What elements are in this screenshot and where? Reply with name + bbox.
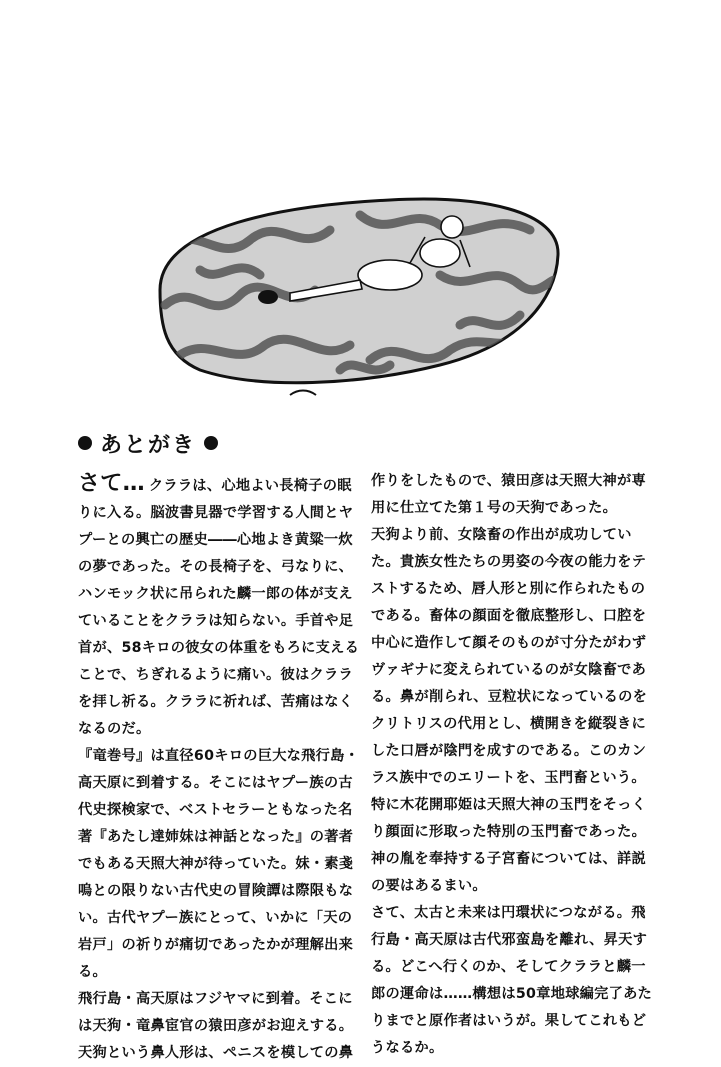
paragraph: 『竜巻号』は直径60キロの巨大な飛行島・高天原に到着する。そこにはヤプー族の古代史探検家で、ベストセラーともなった名著『あたし達姉妹は神話となった』の著者でもある天照大神が待っていた。妹・素戔嗚との限りない古代史の冒険譚は際限もない。古代ヤプー族にとって、いかに「天の岩戸」の祈りが痛切であったかが理解出来る。	[78, 748, 360, 980]
hammock-hole	[258, 290, 278, 304]
opening-phrase: さて…	[78, 471, 145, 496]
paragraph: 飛行島・高天原はフジヤマに到着。そこには天狗・竜鼻宦官の猿田彦がお迎えする。天狗という鼻人形は、ペニスを模しての鼻	[78, 991, 354, 1061]
left-column	[78, 470, 363, 1067]
paragraph: 天狗より前、女陰畜の作出が成功していた。貴族女性たちの男姿の今夜の能力をテストするため、唇人形と別に作られたものである。畜体の顔面を徹底整形し、口腔を中心に造作して顔そのものが寸分たがわずヴァギナに変えられているのが女陰畜である。鼻が削られ、豆粒状になっているのをクリトリスの代用とし、横開きを縦裂きにした口唇が陰門を成すのである。このカンラス族中でのエリートを、玉門畜という。特に木花開耶姫は天照大神の玉門をそっくり顔面に形取った特別の玉門畜であった。神の胤を奉持する子宮畜については、詳説の要はあるまい。	[371, 527, 648, 894]
right-column	[371, 468, 656, 1062]
afterword-heading	[78, 428, 218, 458]
paragraph: さて… クララは、心地よい長椅子の眠りに入る。脳波書見器で学習する人間とヤプーとの興亡の歴史――心地よき黄粱一炊の夢であった。その長椅子を、弓なりに、ハンモック状に吊られた麟一郎の体が支えていることをクララは知らない。手首や足首が、58キロの彼女の体重をもろに支えることで、ちぎれるように痛い。彼はクララを拝し祈る。クララに祈れば、苦痛はなくなるのだ。	[78, 471, 360, 737]
hammock-illustration	[140, 185, 570, 405]
paragraph: さて、太古と未来は円環状につながる。飛行島・高天原は古代邪蛮島を離れ、昇天する。どこへ行くのか、そしてクララと麟一郎の運命は……構想は50章地球編完了あたりまでと原作者はいうが。果してこれもどうなるか。	[371, 905, 653, 1056]
small-mark	[290, 391, 316, 396]
afterword-title: あとがき	[100, 432, 197, 458]
bullet-dot-icon	[78, 436, 92, 450]
bullet-dot-icon	[204, 436, 218, 450]
paragraph: 作りをしたもので、猿田彦は天照大神が専用に仕立てた第１号の天狗であった。	[371, 473, 646, 516]
